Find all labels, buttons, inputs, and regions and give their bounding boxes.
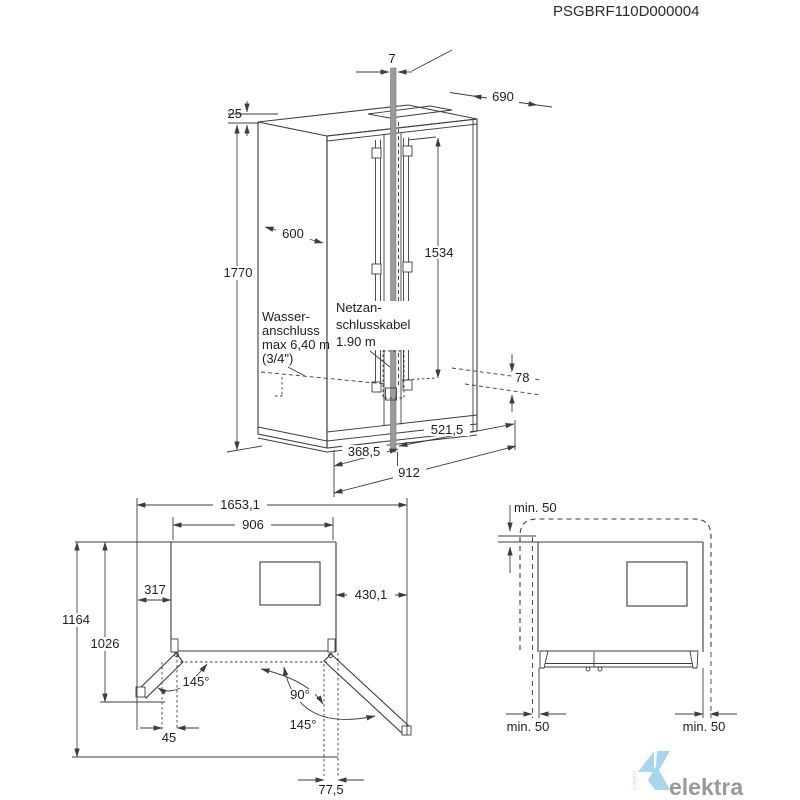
dim-body-width <box>173 517 333 532</box>
dim-plinth-height <box>512 354 534 412</box>
clearance-envelope <box>520 519 711 718</box>
svg-text:1534: 1534 <box>424 245 454 260</box>
dim-open-width-total <box>137 497 407 512</box>
svg-text:min. 50: min. 50 <box>682 719 726 734</box>
dim-clearance-right <box>675 714 737 734</box>
fridge-body <box>258 105 477 452</box>
svg-text:7: 7 <box>388 51 396 66</box>
dim-proj-left <box>138 582 171 600</box>
svg-text:690: 690 <box>492 89 514 104</box>
doc-code: PSGBRF110D000004 <box>553 3 700 20</box>
water-label <box>259 309 330 376</box>
clearance-view <box>498 500 737 734</box>
svg-text:78: 78 <box>515 370 530 385</box>
compressor-box <box>260 562 320 605</box>
clearance-body <box>498 536 703 671</box>
iso-view <box>220 50 552 497</box>
left-door-open <box>139 653 183 698</box>
dim-gap-right <box>298 780 364 797</box>
dim-clearance-top <box>510 500 557 573</box>
brand-logo <box>632 751 743 800</box>
svg-text:anschluss: anschluss <box>262 323 320 338</box>
svg-text:Wasser-: Wasser- <box>262 309 310 324</box>
svg-text:317: 317 <box>144 582 166 597</box>
compressor-box-2 <box>627 562 687 606</box>
dim-width-total: 912 <box>398 465 420 480</box>
plan-view <box>56 497 411 797</box>
svg-text:(3/4"): (3/4") <box>262 351 294 366</box>
dim-clearance-left <box>506 714 566 734</box>
dim-height <box>220 125 262 452</box>
dim-handle-height <box>402 137 458 380</box>
angle-left: 145° <box>182 674 210 689</box>
dim-proj-right <box>336 587 407 602</box>
svg-text:430,1: 430,1 <box>354 587 388 602</box>
angle-right: 145° <box>289 717 317 732</box>
svg-text:Netzan-: Netzan- <box>336 300 382 315</box>
dim-top-clearance <box>228 101 278 136</box>
open-doors <box>136 653 411 736</box>
logo-mark-triangle <box>638 751 654 772</box>
dim-bottom-widths <box>334 420 516 497</box>
dim-width-right: 521,5 <box>430 422 464 437</box>
dim-gap-left <box>140 728 199 745</box>
svg-text:25: 25 <box>227 106 242 121</box>
svg-text:1770: 1770 <box>223 265 253 280</box>
dim-depth <box>450 89 552 107</box>
svg-text:schlusskabel: schlusskabel <box>336 317 411 332</box>
svg-text:min. 50: min. 50 <box>506 719 550 734</box>
svg-text:min. 50: min. 50 <box>514 500 557 515</box>
right-door-open <box>324 654 411 735</box>
svg-text:600: 600 <box>282 226 304 241</box>
logo-brand-text: elektra <box>669 774 744 800</box>
svg-text:906: 906 <box>242 517 264 532</box>
svg-text:77,5: 77,5 <box>318 782 344 797</box>
dim-width-left: 368,5 <box>347 444 381 459</box>
svg-text:1.90 m: 1.90 m <box>336 334 376 349</box>
angle-mid: 90° <box>290 687 310 702</box>
svg-text:1026: 1026 <box>90 636 120 651</box>
svg-text:1164: 1164 <box>62 612 90 627</box>
logo-group-text: GRUPO <box>632 770 637 790</box>
svg-text:1653,1: 1653,1 <box>220 497 260 512</box>
hinge-right <box>328 639 335 652</box>
dim-top-gap <box>356 50 452 72</box>
hinge-left <box>171 639 178 652</box>
svg-text:45: 45 <box>161 730 177 745</box>
svg-text:max 6,40 m: max 6,40 m <box>262 337 330 352</box>
dim-door-width <box>265 226 323 243</box>
